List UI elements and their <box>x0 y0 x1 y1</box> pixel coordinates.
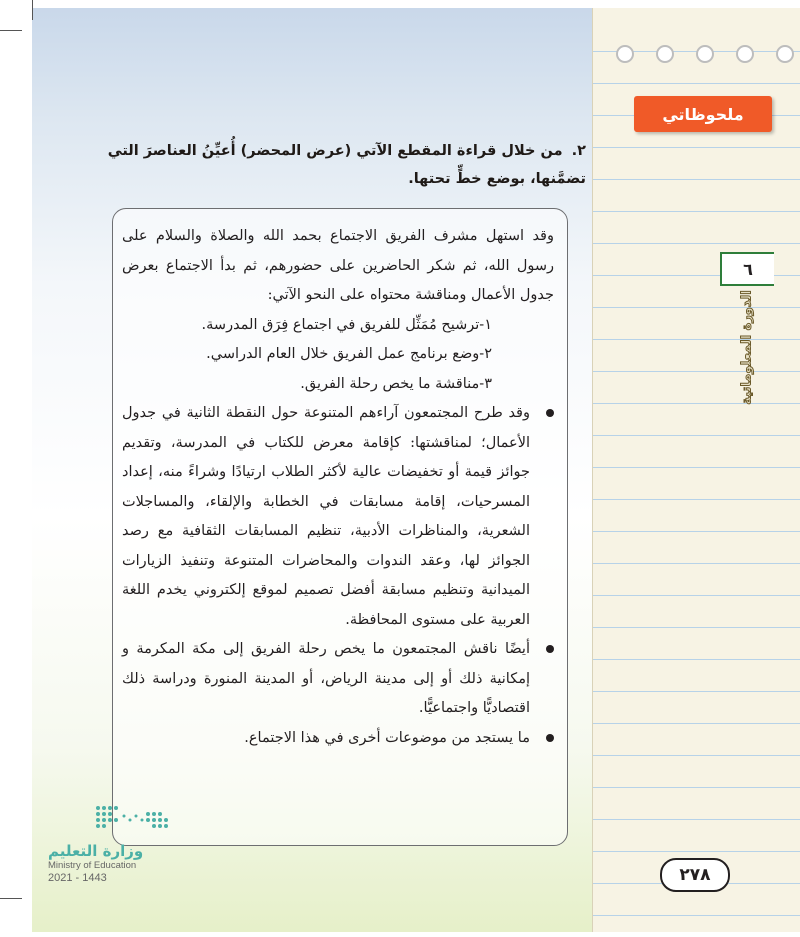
unit-number: ٦ <box>720 252 774 286</box>
edition-year: 2021 - 1443 <box>48 872 107 884</box>
crop-mark <box>32 0 33 20</box>
agenda-item: ٢-وضع برنامج عمل الفريق خلال العام الدراسي. <box>206 346 492 362</box>
passage-intro: وقد استهل مشرف الفريق الاجتماع بحمد الله والصلاة والسلام على رسول الله، ثم شكر الحاضرين على حضورهم، ثم بدأ الاجتماع بعرض جدول الأعمال ومناقشة محتواه على النحو الآتي: <box>122 228 554 303</box>
bullet-item <box>122 399 554 635</box>
binder-hole <box>656 45 674 63</box>
unit-name-text: الدورة المعلوماتية <box>739 289 755 405</box>
crop-mark <box>0 898 22 899</box>
binder-holes <box>616 45 800 63</box>
passage-bullets <box>122 399 554 753</box>
question-text: من خلال قراءة المقطع الآتي (عرض المحضر) أُعيِّنُ العناصرَ التي تضمَّنها، بوضع خطٍّ تحتها. <box>107 143 586 187</box>
bullet-dot <box>546 409 554 417</box>
binder-hole <box>616 45 634 63</box>
bullet-dot <box>546 645 554 653</box>
binder-hole <box>696 45 714 63</box>
unit-name <box>724 282 770 412</box>
binder-hole <box>736 45 754 63</box>
passage <box>122 222 554 753</box>
agenda-item: ١-ترشيح مُمَثِّل للفريق في اجتماع فِرَق المدرسة. <box>201 316 492 333</box>
question <box>100 137 586 193</box>
notes-panel <box>592 8 800 932</box>
notes-tab: ملحوظاتي <box>634 96 772 132</box>
bullet-item <box>122 724 554 754</box>
page-number: ٢٧٨ <box>660 858 730 892</box>
ministry-name-english: Ministry of Education <box>48 860 137 871</box>
bullet-text: وقد طرح المجتمعون آراءهم المتنوعة حول النقطة الثانية في جدول الأعمال؛ لمناقشتها: كإقامة معرض للكتاب في المدرسة، وتقديم جوائز قيمة أو تخفيضات عالية لأكثر الطلاب ارتيادًا وشراءً منه، إعداد المسرحيات، إقامة مسابقات في الخطابة والإلقاء، والمساجلات الشعرية، والمناظرات الأدبية، تنظيم المسابقات الثقافية مع رصد الجوائز لها، وعقد الندوات والمحاضرات المتنوعة وتنفيذ الزيارات الميدانية وتنظيم مسابقة أفضل تصميم لموقع إلكتروني يخدم اللغة العربية على مستوى المحافظة. <box>122 405 530 628</box>
question-number: ٢. <box>571 143 586 159</box>
bullet-item <box>122 635 554 724</box>
crop-mark <box>0 30 22 31</box>
ministry-name-arabic: وزارة التعليم <box>48 842 144 860</box>
bullet-dot <box>546 734 554 742</box>
binder-hole <box>776 45 794 63</box>
agenda-item: ٣-مناقشة ما يخص رحلة الفريق. <box>300 375 492 392</box>
bullet-text: ما يستجد من موضوعات أخرى في هذا الاجتماع. <box>244 729 530 746</box>
bullet-text: أيضًا ناقش المجتمعون ما يخص رحلة الفريق إلى مكة المكرمة و إمكانية ذلك أو إلى مدينة الرياض، أو المدينة المنورة ودراسة ذلك اقتصاديًّا واجتماعيًّا. <box>122 641 530 716</box>
